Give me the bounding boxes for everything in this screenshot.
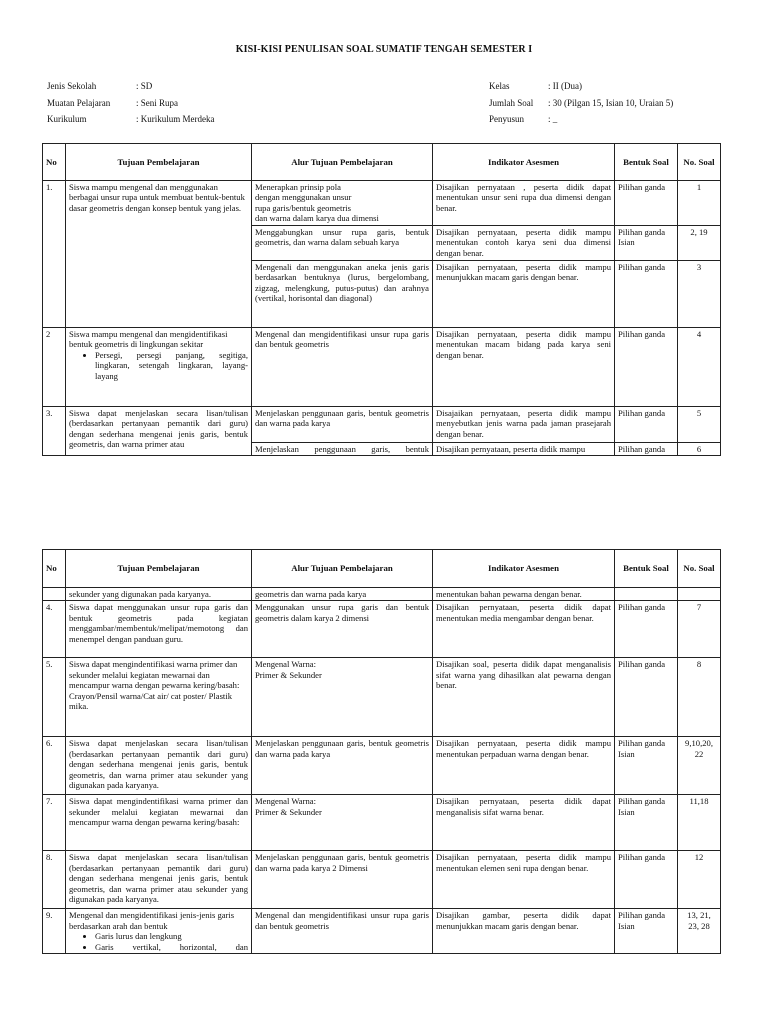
cell-tujuan: Siswa dapat menjelaskan secara lisan/tulisan (berdasarkan pertanyaan pemantik dari guru) dengan sederhana mengenai jenis garis, bentuk geometris, dan warna primer atau sekunder yang digunakan pada karyanya.	[66, 851, 252, 909]
meta-row	[489, 95, 673, 112]
table-row	[43, 737, 721, 795]
table-row	[43, 328, 721, 407]
list-item: • Garis lurus dan lengkung	[95, 931, 248, 941]
cell-text: rupa garis/bentuk geometris	[255, 202, 351, 213]
cell-text: Pilihan ganda	[618, 910, 666, 921]
cell-text: Mengenal dan mengidentifikasi jenis-jenis garis berdasarkan arah dan bentuk	[69, 910, 235, 931]
list-item: • Garis vertikal, horizontal, dan	[95, 942, 248, 952]
table-row	[43, 851, 721, 909]
table-row	[43, 909, 721, 954]
cell-text: Isian	[618, 237, 635, 248]
cell-bentuk: Pilihan ganda	[615, 261, 678, 328]
kisi-table-page-1	[42, 143, 721, 456]
meta-label: Kurikulum	[47, 114, 87, 124]
cell-text: dengan menggunakan unsur	[255, 192, 352, 203]
cell-no: 1.	[43, 181, 66, 328]
cell-bentuk: Pilihan ganda	[615, 443, 678, 456]
cell-alur	[252, 658, 433, 737]
table-header-row	[43, 550, 721, 588]
cell-nosoal: 13, 21, 23, 28	[678, 909, 721, 954]
meta-row	[47, 95, 214, 112]
cell-no: 9.	[43, 909, 66, 954]
cell-nosoal: 6	[678, 443, 721, 456]
cell-text: Pilihan ganda	[618, 227, 666, 237]
cell-text: Siswa mampu mengenal dan menggunakan berbagai unsur rupa untuk membuat bentuk-bentuk	[69, 182, 245, 203]
cell-text: Menerapkan prinsip pola	[255, 182, 341, 192]
meta-row	[47, 78, 214, 95]
header-indikator: Indikator Asesmen	[433, 550, 615, 588]
meta-value: : Kurikulum Merdeka	[136, 114, 215, 124]
cell-text: Crayon/Pensil warna/Cat air/ cat poster/ Plastik mika.	[69, 690, 233, 712]
meta-value: : II (Dua)	[548, 81, 582, 91]
cell-no: 6.	[43, 737, 66, 795]
cell-text: dan warna dalam karya dua dimensi	[255, 213, 379, 224]
cell-no: 5.	[43, 658, 66, 737]
cell-no: 8.	[43, 851, 66, 909]
meta-label: Muatan Pelajaran	[47, 97, 111, 108]
cell-text: Mengenal Warna:	[255, 659, 316, 670]
meta-row	[489, 78, 673, 95]
cell-bentuk: Pilihan ganda	[615, 851, 678, 909]
cell-indikator: Disajikan pernyataan, peserta didik mampu menunjukkan macam garis dengan benar.	[433, 261, 615, 328]
cell-indikator: Disajikan soal, peserta didik dapat menganalisis sifat warna yang dihasilkan alat pewarna dengan benar.	[433, 658, 615, 737]
cell-tujuan: Siswa dapat menjelaskan secara lisan/tulisan (berdasarkan pertanyaan pemantik dari guru) dengan sederhana mengenai jenis garis, bentuk geometris, dan warna primer atau sekunder yang digunakan pada karyanya.	[66, 737, 252, 795]
cell-text: Siswa dapat menjelaskan secara lisan/tulisan (berdasarkan pertanyaan pemantik dari guru) dengan sederhana mengenai jenis garis, bentuk geometris, dan warna primer atau	[69, 408, 248, 450]
cell-indikator: Disajikan pernyataan, peserta didik mampu	[433, 443, 615, 456]
cell-no: 4.	[43, 601, 66, 658]
cell-text: Primer & Sekunder	[255, 669, 322, 680]
meta-right	[489, 78, 673, 128]
meta-left	[47, 78, 214, 128]
table-header-row	[43, 144, 721, 181]
cell-bentuk	[615, 226, 678, 261]
cell-text: dasar geometris dengan konsep bentuk yang jelas.	[69, 202, 242, 213]
cell-tujuan	[66, 658, 252, 737]
cell-nosoal: 4	[678, 328, 721, 407]
cell-bentuk: Pilihan ganda	[615, 328, 678, 407]
cell-indikator: Disajikan pernyataan , peserta didik dapat menentukan unsur seni rupa dua dimensi dengan benar.	[433, 181, 615, 226]
cell-bentuk	[615, 737, 678, 795]
cell-alur: Menggabungkan unsur rupa garis, bentuk geometris, dan warna dalam sebuah karya	[252, 226, 433, 261]
cell-nosoal: 7	[678, 601, 721, 658]
cell-text: Isian	[618, 806, 635, 817]
cell-nosoal	[678, 588, 721, 601]
cell-nosoal: 1	[678, 181, 721, 226]
cell-tujuan: sekunder yang digunakan pada karyanya.	[66, 588, 252, 601]
meta-value: : 30 (Pilgan 15, Isian 10, Uraian 5)	[548, 97, 674, 108]
cell-alur	[252, 181, 433, 226]
cell-bentuk: Pilihan ganda	[615, 407, 678, 443]
table-row	[43, 588, 721, 601]
cell-bentuk	[615, 588, 678, 601]
bullet-list	[69, 350, 248, 381]
header-tujuan: Tujuan Pembelajaran	[66, 144, 252, 181]
cell-tujuan: Siswa dapat mengindentifikasi warna primer dan sekunder melalui kegiatan mewarnai dan mencampur warna dengan pewarna kering/basah:	[66, 795, 252, 851]
cell-bentuk: Pilihan ganda	[615, 601, 678, 658]
table-row	[43, 658, 721, 737]
cell-alur: Menjelaskan penggunaan garis, bentuk	[252, 443, 433, 456]
meta-label: Kelas	[489, 81, 510, 91]
kisi-table-page-2	[42, 549, 721, 954]
cell-tujuan	[66, 407, 252, 456]
meta-value: : SD	[136, 81, 153, 91]
cell-text: Pilihan ganda	[618, 738, 666, 749]
cell-alur: Mengenal dan mengidentifikasi unsur rupa garis dan bentuk geometris	[252, 909, 433, 954]
cell-text: Isian	[618, 748, 635, 759]
header-nosoal: No. Soal	[678, 550, 721, 588]
cell-alur: Mengenali dan menggunakan aneka jenis garis berdasarkan bentuknya (lurus, bergelombang, zigzag, melengkung, putus-putus) dan arahnya (vertikal, horisontal dan diagonal)	[252, 261, 433, 328]
header-alur: Alur Tujuan Pembelajaran	[252, 144, 433, 181]
cell-nosoal: 12	[678, 851, 721, 909]
cell-no	[43, 588, 66, 601]
header-tujuan: Tujuan Pembelajaran	[66, 550, 252, 588]
list-item: • Persegi, persegi panjang, segitiga, lingkaran, setengah lingkaran, layang-layang	[95, 350, 248, 381]
header-indikator: Indikator Asesmen	[433, 144, 615, 181]
cell-text: Mengenal Warna:	[255, 796, 316, 807]
meta-value: : _	[548, 114, 558, 124]
cell-text: Siswa mampu mengenal dan mengidentifikasi bentuk geometris di lingkungan sekitar	[69, 329, 228, 350]
cell-alur	[252, 795, 433, 851]
cell-bentuk	[615, 909, 678, 954]
cell-no: 7.	[43, 795, 66, 851]
cell-indikator: Disajikan gambar, peserta didik dapat menunjukkan macam garis dengan benar.	[433, 909, 615, 954]
cell-alur: Menjelaskan penggunaan garis, bentuk geometris dan warna pada karya	[252, 737, 433, 795]
cell-bentuk: Pilihan ganda	[615, 658, 678, 737]
cell-indikator: Disajikan pernyataan, peserta didik mampu menentukan perpaduan warna dengan benar.	[433, 737, 615, 795]
cell-no: 3.	[43, 407, 66, 456]
cell-text: Primer & Sekunder	[255, 806, 322, 817]
header-bentuk: Bentuk Soal	[615, 144, 678, 181]
document-title: KISI-KISI PENULISAN SOAL SUMATIF TENGAH SEMESTER I	[235, 44, 533, 55]
cell-text: Pilihan ganda	[618, 796, 666, 807]
table-row	[43, 795, 721, 851]
table-row	[43, 181, 721, 226]
header-nosoal: No. Soal	[678, 144, 721, 181]
cell-nosoal: 3	[678, 261, 721, 328]
table-row	[43, 407, 721, 443]
cell-nosoal: 2, 19	[678, 226, 721, 261]
cell-text: Siswa dapat mengindentifikasi warna primer dan sekunder melalui kegiatan mewarnai dan mencampur warna dengan pewarna kering/basah:	[69, 659, 240, 691]
cell-alur: Menjelaskan penggunaan garis, bentuk geometris dan warna pada karya	[252, 407, 433, 443]
cell-indikator: Disajikan pernyataan, peserta didik mampu menentukan macam bidang pada karya seni dengan benar.	[433, 328, 615, 407]
cell-indikator: Disajikan pernyataan, peserta didik dapat menganalisis sifat warna benar.	[433, 795, 615, 851]
cell-nosoal: 9,10,20, 22	[678, 737, 721, 795]
meta-label: Jumlah Soal	[489, 97, 534, 108]
cell-alur: Menggunakan unsur rupa garis dan bentuk geometris dalam karya 2 dimensi	[252, 601, 433, 658]
cell-tujuan	[66, 328, 252, 407]
cell-nosoal: 5	[678, 407, 721, 443]
header-no: No	[43, 144, 66, 181]
meta-value: : Seni Rupa	[136, 97, 178, 108]
cell-bentuk	[615, 795, 678, 851]
cell-tujuan: Siswa dapat menggunakan unsur rupa garis dan bentuk geometris pada kegiatan menggambar/membentuk/melipat/memotong dan menempel dengan panduan guru.	[66, 601, 252, 658]
header-alur: Alur Tujuan Pembelajaran	[252, 550, 433, 588]
cell-nosoal: 8	[678, 658, 721, 737]
cell-tujuan	[66, 181, 252, 328]
cell-alur: Mengenal dan mengidentifikasi unsur rupa garis dan bentuk geometris	[252, 328, 433, 407]
cell-indikator: Disajaikan pernyataan, peserta didik mampu menyebutkan jenis warna pada jaman prasejarah dengan benar.	[433, 407, 615, 443]
meta-row	[489, 111, 673, 128]
cell-indikator: Disajikan pernyataan, peserta didik dapat menentukan media mengambar dengan benar.	[433, 601, 615, 658]
cell-nosoal: 11,18	[678, 795, 721, 851]
bullet-list	[69, 931, 248, 952]
table-row	[43, 601, 721, 658]
cell-indikator: menentukan bahan pewarna dengan benar.	[433, 588, 615, 601]
cell-tujuan	[66, 909, 252, 954]
cell-clip	[69, 910, 248, 952]
meta-row	[47, 111, 214, 128]
cell-alur: geometris dan warna pada karya	[252, 588, 433, 601]
header-no: No	[43, 550, 66, 588]
cell-no: 2	[43, 328, 66, 407]
meta-label: Penyusun	[489, 114, 525, 124]
cell-alur: Menjelaskan penggunaan garis, bentuk geometris dan warna pada karya 2 Dimensi	[252, 851, 433, 909]
cell-indikator: Disajikan pernyataan, peserta didik mampu menentukan contoh karya seni dua dimensi dengan benar.	[433, 226, 615, 261]
cell-bentuk: Pilihan ganda	[615, 181, 678, 226]
meta-label: Jenis Sekolah	[47, 81, 97, 91]
header-bentuk: Bentuk Soal	[615, 550, 678, 588]
cell-text: Isian	[618, 920, 635, 931]
cell-indikator: Disajikan pernyataan, peserta didik mampu menentukan elemen seni rupa dengan benar.	[433, 851, 615, 909]
